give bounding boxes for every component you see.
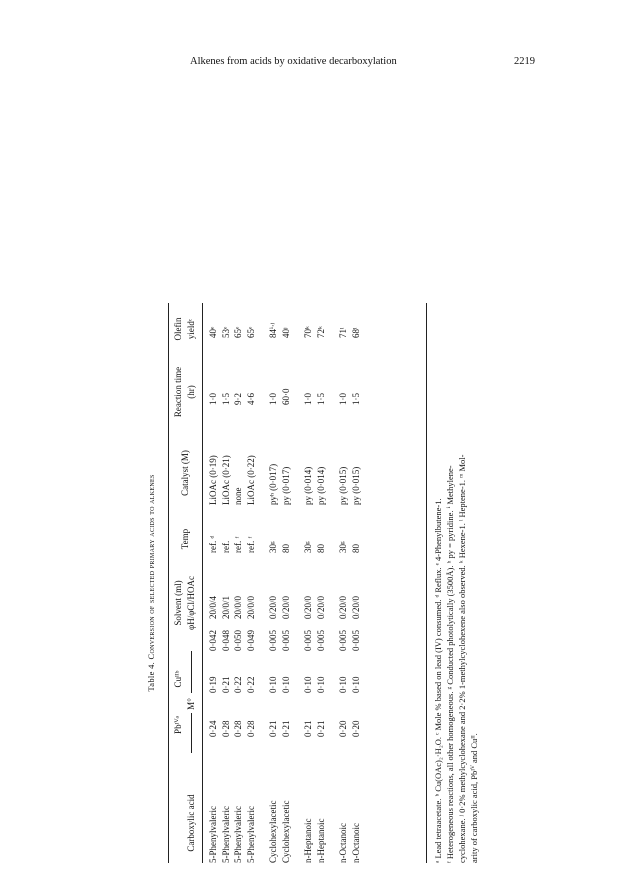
table-cell-solvent: 0/20/0 xyxy=(350,595,360,619)
table-caption-text: Conversion of selected primary acids to alkenes xyxy=(145,474,156,660)
table-cell-cu: 0·22 xyxy=(232,676,243,693)
table-cell-catalyst: py (0·014) xyxy=(315,466,325,505)
table-cell-cu: 0·10 xyxy=(350,676,360,693)
table-cell-acid: n-Heptanoic xyxy=(302,818,313,863)
table-cell-yield: 40ᵉ xyxy=(207,326,218,338)
table-cell-solvent: 20/0/1 xyxy=(220,595,230,619)
page-number: 2219 xyxy=(514,56,535,67)
table-cell-pb: 0·28 xyxy=(220,720,230,737)
molar-rule-left xyxy=(191,713,192,753)
table-cell-temp: ref. ᵈ xyxy=(207,535,218,553)
table-cell-c3: 0·005 xyxy=(280,630,290,651)
table-cell-cu: 0·10 xyxy=(337,676,348,693)
table-cell-solvent: 0/20/0 xyxy=(267,595,278,619)
table-cell-cu: 0·10 xyxy=(302,676,313,693)
table-cell-acid: Cyclohexylacetic xyxy=(280,800,290,863)
col-header-time: Reaction time xyxy=(172,366,183,418)
table-cell-yield: 72ᵏ xyxy=(315,326,325,338)
table-bottom-rule xyxy=(426,303,427,863)
table-cell-temp: 30ᵍ xyxy=(302,541,313,553)
table-cell-acid: 5-Phenylvaleric xyxy=(220,806,230,863)
table-top-rule xyxy=(168,303,169,863)
table-cell-cu: 0·19 xyxy=(207,676,218,693)
table-cell-pb: 0·21 xyxy=(302,720,313,737)
table-cell-solvent: 0/20/0 xyxy=(280,595,290,619)
col-header-acid: Carboxylic acid xyxy=(185,794,196,852)
table-cell-c3: 0·005 xyxy=(337,630,348,651)
table-cell-cu: 0·10 xyxy=(315,676,325,693)
table-cell-catalyst: LiOAc (0·21) xyxy=(220,455,230,505)
col-header-cu: Cuᴵᴵᵇ xyxy=(172,670,183,688)
table-cell-yield: 70ᵏ xyxy=(302,326,313,338)
col-header-catalyst: Catalyst (M) xyxy=(179,450,190,496)
table-cell-time: 4·6 xyxy=(245,393,255,405)
table-cell-catalyst: py (0·014) xyxy=(302,466,313,505)
col-header-yield-unit: yieldᶜ xyxy=(185,318,196,340)
table-cell-catalyst: pyʰ (0·017) xyxy=(267,463,278,505)
footnote-line: arity of carboxylic acid, Pbᴵⱽ and Cuᴵᴵ. xyxy=(468,733,479,863)
table-cell-c3: 0·005 xyxy=(350,630,360,651)
table-cell-acid: n-Octanoic xyxy=(337,823,348,863)
table-cell-cu: 0·10 xyxy=(267,676,278,693)
table-caption xyxy=(146,303,156,863)
table-cell-c3: 0·005 xyxy=(315,630,325,651)
table-cell-time: 1·5 xyxy=(350,393,360,405)
col-header-solvent: Solvent (ml) xyxy=(172,580,183,626)
table-cell-catalyst: LiOAc (0·19) xyxy=(207,455,218,505)
table-cell-solvent: 20/0/4 xyxy=(207,595,218,619)
rotated-table-block xyxy=(145,303,479,863)
molar-unit-label: M° xyxy=(185,698,196,710)
table-cell-temp: 30ᵍ xyxy=(267,541,278,553)
table-cell-acid: 5-Phenylvaleric xyxy=(245,806,255,863)
table-cell-acid: n-Heptanoic xyxy=(315,818,325,863)
table-cell-time: 9·2 xyxy=(232,393,243,405)
table-cell-c3: 0·005 xyxy=(267,630,278,651)
table-cell-acid: n-Octanoic xyxy=(350,823,360,863)
table-cell-time: 1·0 xyxy=(267,393,278,405)
table-cell-catalyst: py (0·015) xyxy=(337,466,348,505)
table-cell-acid: 5-Phenylvaleric xyxy=(207,806,218,863)
footnote-line: ᵃ Lead tetraacetate. ᵇ Cu(OAc)₂·H₂O. ᶜ Mole % based on lead (IV) consumed. ᵈ Reflux. ᵉ 4-Phenylbutene-1. xyxy=(432,498,443,863)
table-cell-temp: ref. xyxy=(220,540,230,553)
table-cell-pb: 0·21 xyxy=(280,720,290,737)
table-cell-yield: 65ᵉ xyxy=(232,326,243,338)
molar-rule-right xyxy=(191,651,192,693)
table-cell-solvent: 0/20/0 xyxy=(302,595,313,619)
col-header-time-unit: (hr) xyxy=(185,385,196,399)
table-cell-time: 60·0 xyxy=(280,388,290,405)
table-cell-temp: ref. ᶠ xyxy=(232,536,243,553)
table-cell-c3: 0·049 xyxy=(245,630,255,651)
table-cell-pb: 0·21 xyxy=(315,720,325,737)
table-caption-label: Table 4. xyxy=(145,661,156,692)
table-cell-temp: ref. ᶠ xyxy=(245,536,255,553)
col-header-yield: Olefin xyxy=(172,317,183,341)
table-cell-pb: 0·28 xyxy=(232,720,243,737)
table-cell-catalyst: none xyxy=(232,487,243,505)
page-header xyxy=(0,56,621,72)
table-cell-catalyst: LiOAc (0·22) xyxy=(245,455,255,505)
table-cell-catalyst: py (0·017) xyxy=(280,466,290,505)
table-cell-c3: 0·042 xyxy=(207,630,218,651)
table-cell-yield: 84ⁱ·ʲ xyxy=(267,322,278,338)
table-cell-yield: 40ʲ xyxy=(280,327,290,338)
table-cell-c3: 0·050 xyxy=(232,630,243,651)
col-header-solvent-ratio: φH/φCl/HOAc xyxy=(185,576,196,630)
table-cell-time: 1·5 xyxy=(315,393,325,405)
table-cell-time: 1·0 xyxy=(302,393,313,405)
table-cell-c3: 0·048 xyxy=(220,630,230,651)
col-header-temp: Temp xyxy=(179,528,190,550)
table-cell-acid: Cyclohexylacetic xyxy=(267,800,278,863)
table-cell-yield: 68ˡ xyxy=(350,327,360,338)
table-cell-c3: 0·005 xyxy=(302,630,313,651)
table-header-rule xyxy=(202,303,203,863)
table-cell-solvent: 20/0/0 xyxy=(232,595,243,619)
table-cell-temp: 80 xyxy=(315,544,325,553)
table-cell-yield: 65ᵉ xyxy=(245,326,255,338)
table-cell-yield: 71ˡ xyxy=(337,327,348,338)
table-cell-time: 1·0 xyxy=(337,393,348,405)
table-cell-temp: 80 xyxy=(280,544,290,553)
footnote-line: cyclohexane. ʲ 0·2% methylcyclohexane and 2·2% 1-methylcyclohexene also observed. ᵏ Hexene-1. ˡ Heptene-1. ᵐ Mol- xyxy=(456,454,467,863)
table-cell-temp: 80 xyxy=(350,544,360,553)
table-cell-cu: 0·21 xyxy=(220,676,230,693)
table-cell-solvent: 20/0/0 xyxy=(245,595,255,619)
table-cell-pb: 0·28 xyxy=(245,720,255,737)
table-cell-pb: 0·21 xyxy=(267,720,278,737)
table-cell-pb: 0·20 xyxy=(337,720,348,737)
table-cell-time: 1·0 xyxy=(207,393,218,405)
table-cell-time: 1·5 xyxy=(220,393,230,405)
table-cell-acid: 5-Phenylvaleric xyxy=(232,806,243,863)
table-cell-cu: 0·10 xyxy=(280,676,290,693)
table-cell-solvent: 0/20/0 xyxy=(337,595,348,619)
table-footnotes xyxy=(432,303,480,863)
table-cell-catalyst: py (0·015) xyxy=(350,466,360,505)
table-cell-temp: 30ᵍ xyxy=(337,541,348,553)
table-cell-pb: 0·24 xyxy=(207,720,218,737)
col-header-pb: Pbᴵⱽᵃ xyxy=(172,716,183,734)
running-title: Alkenes from acids by oxidative decarboxylation xyxy=(190,56,397,67)
table-cell-cu: 0·22 xyxy=(245,676,255,693)
table-cell-pb: 0·20 xyxy=(350,720,360,737)
table-cell-yield: 53ᵉ xyxy=(220,326,230,338)
footnote-line: ᶠ Heterogeneous reactions, all other homogeneous. ᵍ Conducted photolytically (3500Å). ʰ py = pyridine. ⁱ Methylene- xyxy=(444,465,455,863)
table-cell-solvent: 0/20/0 xyxy=(315,595,325,619)
